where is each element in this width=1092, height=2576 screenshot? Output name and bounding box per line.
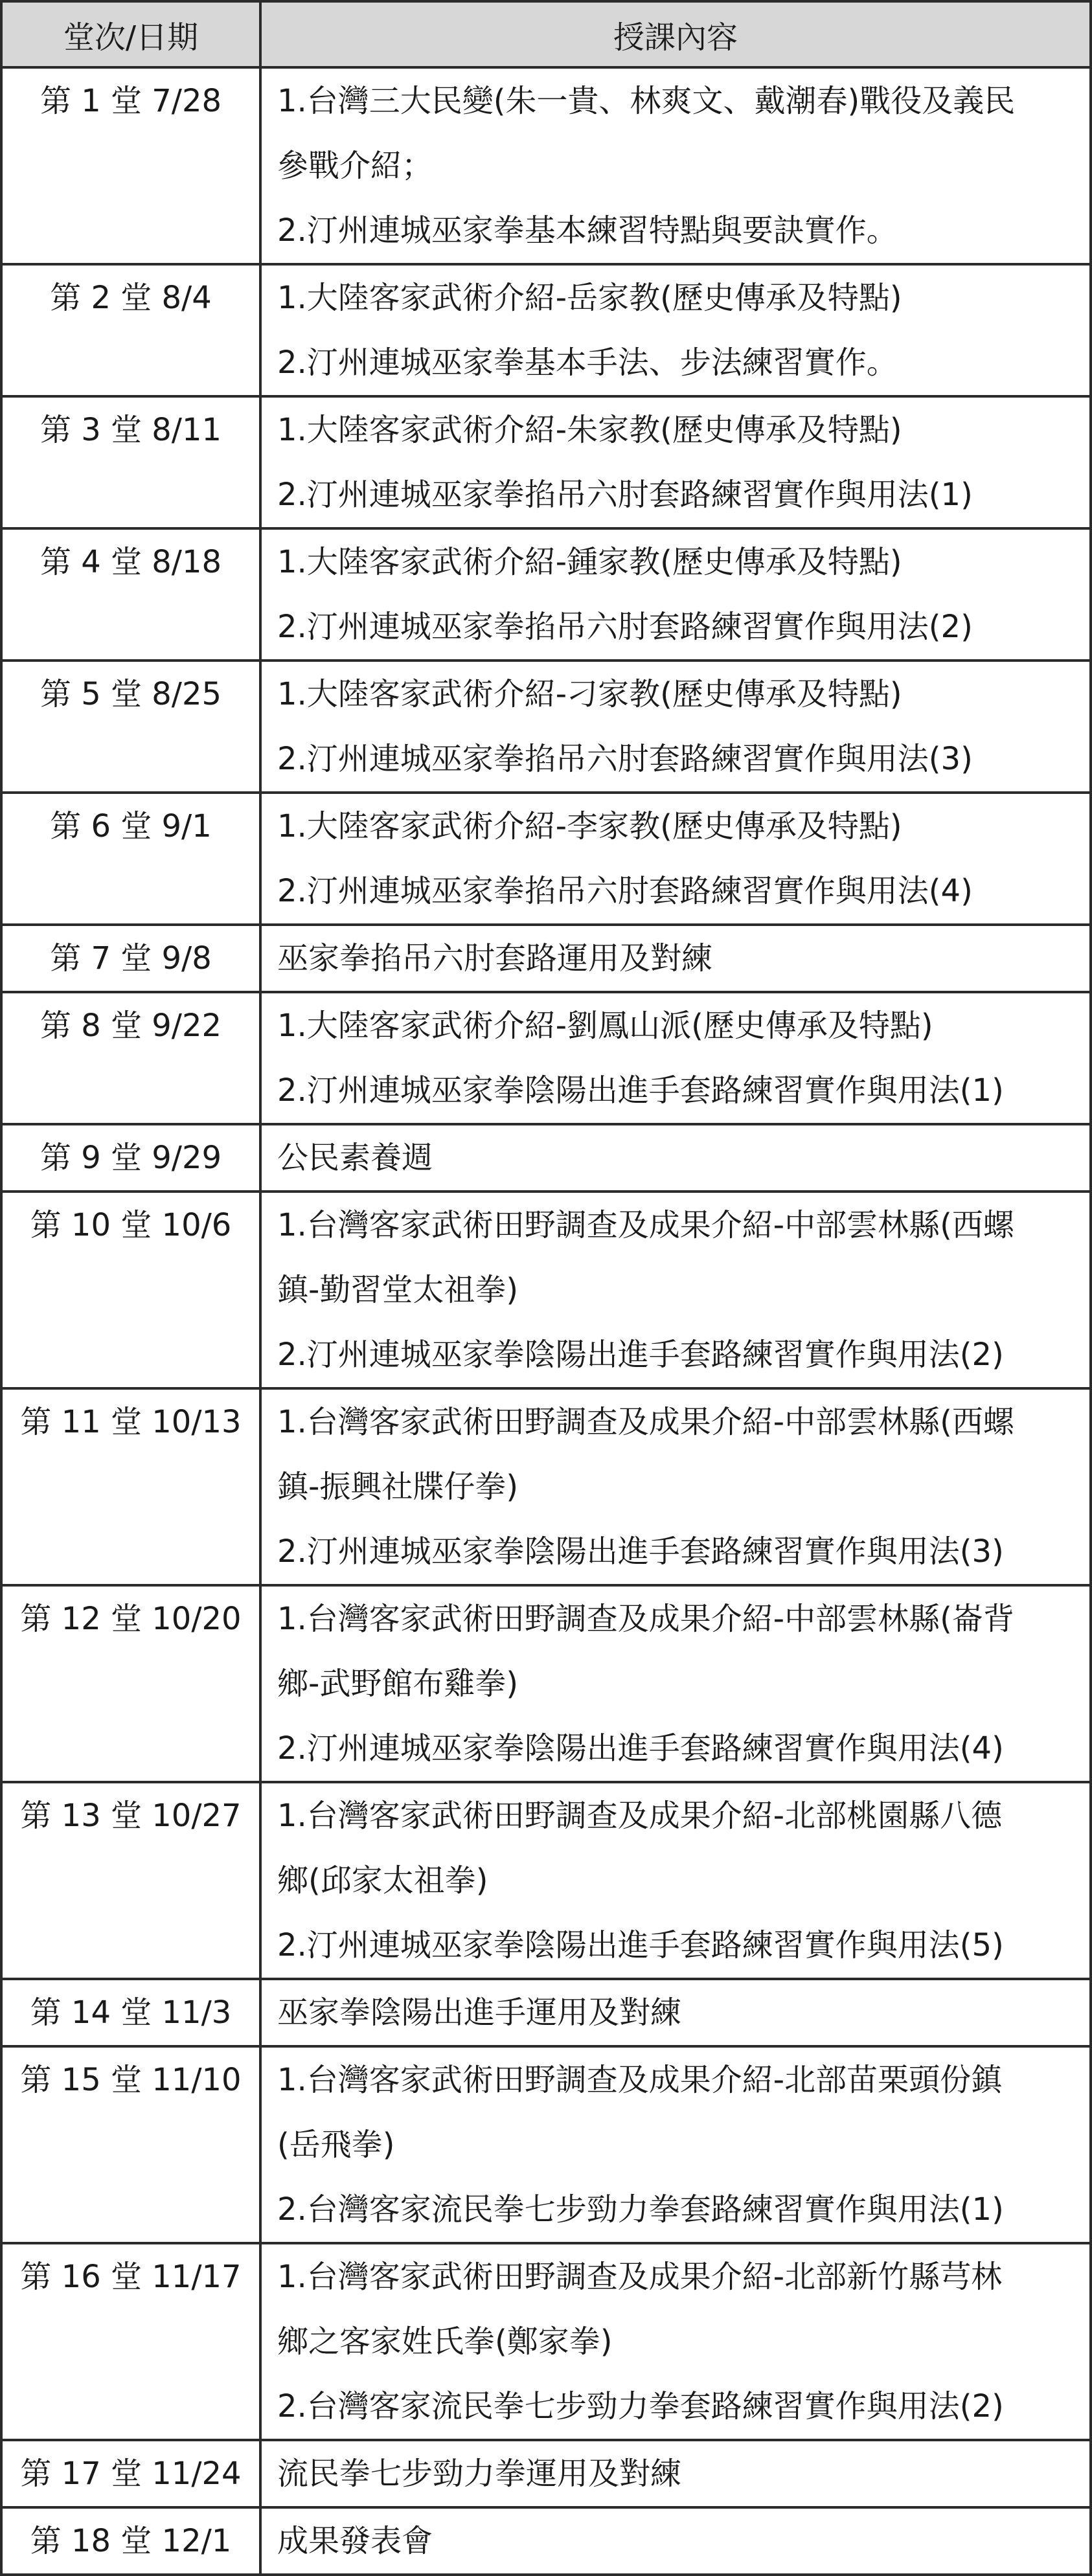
content-line: 鄉之客家姓氏拳(鄭家拳) — [277, 2323, 613, 2360]
session-content-cell — [260, 528, 1091, 661]
content-line: 1.大陸客家武術介紹-岳家教(歷史傳承及特點) — [277, 280, 902, 316]
session-date-cell: 第 1 堂 7/28 — [1, 67, 260, 264]
content-line: 成果發表會 — [277, 2523, 433, 2559]
content-line: 1.大陸客家武術介紹-劉鳳山派(歷史傳承及特點) — [277, 1008, 933, 1044]
content-line: 2.汀州連城巫家拳基本手法、步法練習實作。 — [277, 345, 898, 381]
table-row — [1, 2243, 1091, 2440]
session-date-cell: 第 2 堂 8/4 — [1, 264, 260, 396]
content-line: 1.台灣客家武術田野調查及成果介紹-中部雲林縣(崙背 — [277, 1601, 1014, 1637]
session-content-cell — [260, 793, 1091, 925]
table-row — [1, 992, 1091, 1124]
session-date-cell: 第 12 堂 10/20 — [1, 1585, 260, 1782]
content-line: 1.台灣三大民變(朱一貴、林爽文、戴潮春)戰役及義民 — [277, 83, 1016, 119]
table-row — [1, 925, 1091, 992]
session-content-cell — [260, 1124, 1091, 1192]
content-line: 1.大陸客家武術介紹-朱家教(歷史傳承及特點) — [277, 412, 902, 448]
content-line: 2.汀州連城巫家拳掐吊六肘套路練習實作與用法(4) — [277, 873, 973, 909]
table-body — [1, 67, 1091, 2575]
session-date-cell: 第 5 堂 8/25 — [1, 661, 260, 793]
session-date-cell: 第 13 堂 10/27 — [1, 1782, 260, 1979]
content-line: 鎮-勤習堂太祖拳) — [277, 1272, 519, 1308]
session-content-cell — [260, 1979, 1091, 2046]
content-line: 巫家拳陰陽出進手運用及對練 — [277, 1994, 682, 2031]
table-row — [1, 1388, 1091, 1585]
content-line: 2.汀州連城巫家拳陰陽出進手套路練習實作與用法(1) — [277, 1072, 1004, 1109]
table-row — [1, 264, 1091, 396]
session-content-cell — [260, 2507, 1091, 2575]
session-content-cell — [260, 264, 1091, 396]
session-content-cell — [260, 396, 1091, 528]
content-line: 鄉-武野館布雞拳) — [277, 1666, 519, 1702]
table-header-row — [1, 1, 1091, 67]
session-content-cell — [260, 67, 1091, 264]
session-content-cell — [260, 925, 1091, 992]
session-date-cell: 第 17 堂 11/24 — [1, 2440, 260, 2507]
session-content-cell — [260, 2046, 1091, 2243]
content-line: 流民拳七步勁力拳運用及對練 — [277, 2456, 682, 2492]
session-date-cell: 第 9 堂 9/29 — [1, 1124, 260, 1192]
content-line: 1.台灣客家武術田野調查及成果介紹-北部苗栗頭份鎮 — [277, 2062, 1003, 2098]
session-date-cell: 第 11 堂 10/13 — [1, 1388, 260, 1585]
session-content-cell — [260, 1192, 1091, 1388]
table-row — [1, 1192, 1091, 1388]
table-row — [1, 2440, 1091, 2507]
content-line: 公民素養週 — [277, 1140, 433, 1176]
session-date-cell: 第 18 堂 12/1 — [1, 2507, 260, 2575]
content-line: 1.大陸客家武術介紹-李家教(歷史傳承及特點) — [277, 808, 902, 844]
table-row — [1, 1782, 1091, 1979]
content-line: 2.汀州連城巫家拳掐吊六肘套路練習實作與用法(3) — [277, 741, 973, 777]
table-row — [1, 528, 1091, 661]
content-line: 2.汀州連城巫家拳掐吊六肘套路練習實作與用法(1) — [277, 477, 973, 513]
session-date-cell: 第 16 堂 11/17 — [1, 2243, 260, 2440]
content-line: 2.汀州連城巫家拳陰陽出進手套路練習實作與用法(3) — [277, 1533, 1004, 1570]
table-row — [1, 2507, 1091, 2575]
content-line: 2.汀州連城巫家拳基本練習特點與要訣實作。 — [277, 212, 898, 249]
content-line: (岳飛拳) — [277, 2127, 395, 2163]
session-date-cell: 第 3 堂 8/11 — [1, 396, 260, 528]
content-line: 1.大陸客家武術介紹-鍾家教(歷史傳承及特點) — [277, 544, 902, 580]
content-line: 參戰介紹； — [277, 148, 433, 184]
session-content-cell — [260, 992, 1091, 1124]
content-line: 2.汀州連城巫家拳陰陽出進手套路練習實作與用法(5) — [277, 1927, 1004, 1963]
content-line: 2.台灣客家流民拳七步勁力拳套路練習實作與用法(2) — [277, 2388, 1004, 2424]
session-content-cell — [260, 1585, 1091, 1782]
table-row — [1, 661, 1091, 793]
header-date: 堂次/日期 — [1, 1, 260, 67]
table-row — [1, 2046, 1091, 2243]
session-date-cell: 第 7 堂 9/8 — [1, 925, 260, 992]
content-line: 2.汀州連城巫家拳陰陽出進手套路練習實作與用法(2) — [277, 1337, 1004, 1373]
session-date-cell: 第 6 堂 9/1 — [1, 793, 260, 925]
table-row — [1, 1124, 1091, 1192]
table-row — [1, 1585, 1091, 1782]
table-row — [1, 396, 1091, 528]
content-line: 2.汀州連城巫家拳陰陽出進手套路練習實作與用法(4) — [277, 1730, 1004, 1767]
session-content-cell — [260, 661, 1091, 793]
session-content-cell — [260, 2440, 1091, 2507]
session-content-cell — [260, 1782, 1091, 1979]
content-line: 1.台灣客家武術田野調查及成果介紹-北部桃園縣八德 — [277, 1798, 1003, 1834]
session-date-cell: 第 8 堂 9/22 — [1, 992, 260, 1124]
content-line: 2.汀州連城巫家拳掐吊六肘套路練習實作與用法(2) — [277, 609, 973, 645]
content-line: 2.台灣客家流民拳七步勁力拳套路練習實作與用法(1) — [277, 2191, 1004, 2228]
table-row — [1, 793, 1091, 925]
session-date-cell: 第 15 堂 11/10 — [1, 2046, 260, 2243]
content-line: 1.台灣客家武術田野調查及成果介紹-中部雲林縣(西螺 — [277, 1207, 1014, 1243]
content-line: 1.大陸客家武術介紹-刁家教(歷史傳承及特點) — [277, 676, 902, 712]
content-line: 1.台灣客家武術田野調查及成果介紹-北部新竹縣芎林 — [277, 2259, 1003, 2295]
session-date-cell: 第 4 堂 8/18 — [1, 528, 260, 661]
content-line: 鎮-振興社牒仔拳) — [277, 1469, 519, 1505]
header-content: 授課內容 — [260, 1, 1091, 67]
session-content-cell — [260, 1388, 1091, 1585]
content-line: 鄉(邱家太祖拳) — [277, 1862, 488, 1899]
table-row — [1, 67, 1091, 264]
content-line: 巫家拳掐吊六肘套路運用及對練 — [277, 940, 713, 977]
session-content-cell — [260, 2243, 1091, 2440]
session-date-cell: 第 10 堂 10/6 — [1, 1192, 260, 1388]
table-row — [1, 1979, 1091, 2046]
content-line: 1.台灣客家武術田野調查及成果介紹-中部雲林縣(西螺 — [277, 1404, 1014, 1440]
session-date-cell: 第 14 堂 11/3 — [1, 1979, 260, 2046]
